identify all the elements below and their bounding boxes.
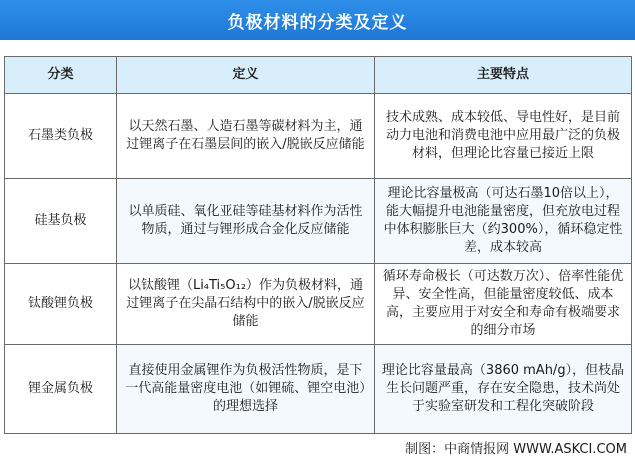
row-category: 硅基负极 — [5, 179, 117, 264]
row-definition: 以天然石墨、人造石墨等碳材料为主，通过锂离子在石墨层间的嵌入/脱嵌反应储能 — [117, 94, 375, 179]
classification-table — [4, 56, 632, 434]
row-features: 技术成熟、成本较低、导电性好，是目前动力电池和消费电池中应用最广泛的负极材料，但理论比容量已接近上限 — [375, 94, 632, 179]
page-title: 负极材料的分类及定义 — [0, 0, 635, 40]
row-definition: 以单质硅、氧化亚硅等硅基材料作为活性物质，通过与锂形成合金化反应储能 — [117, 179, 375, 264]
table-row — [5, 179, 632, 264]
header-category: 分类 — [5, 57, 117, 94]
header-features: 主要特点 — [375, 57, 632, 94]
table-row — [5, 345, 632, 434]
row-category: 钛酸锂负极 — [5, 264, 117, 345]
row-category: 石墨类负极 — [5, 94, 117, 179]
header-definition: 定义 — [117, 57, 375, 94]
row-features: 理论比容量最高（3860 mAh/g），但枝晶生长问题严重，存在安全隐患，技术尚处于实验室研发和工程化突破阶段 — [375, 345, 632, 434]
row-category: 锂金属负极 — [5, 345, 117, 434]
table-header-row — [5, 57, 632, 94]
table-row — [5, 264, 632, 345]
source-credit: 制图：中商情报网 WWW.ASKCI.COM — [405, 442, 627, 457]
table-row — [5, 94, 632, 179]
row-features: 理论比容量极高（可达石墨10倍以上），能大幅提升电池能量密度，但充放电过程中体积膨胀巨大（约300%），循环稳定性差，成本较高 — [375, 179, 632, 264]
row-features: 循环寿命极长（可达数万次）、倍率性能优异、安全性高，但能量密度较低、成本高，主要应用于对安全和寿命有极端要求的细分市场 — [375, 264, 632, 345]
row-definition: 以钛酸锂（Li₄Ti₅O₁₂）作为负极材料，通过锂离子在尖晶石结构中的嵌入/脱嵌反应储能 — [117, 264, 375, 345]
row-definition: 直接使用金属锂作为负极活性物质，是下一代高能量密度电池（如锂硫、锂空电池）的理想选择 — [117, 345, 375, 434]
